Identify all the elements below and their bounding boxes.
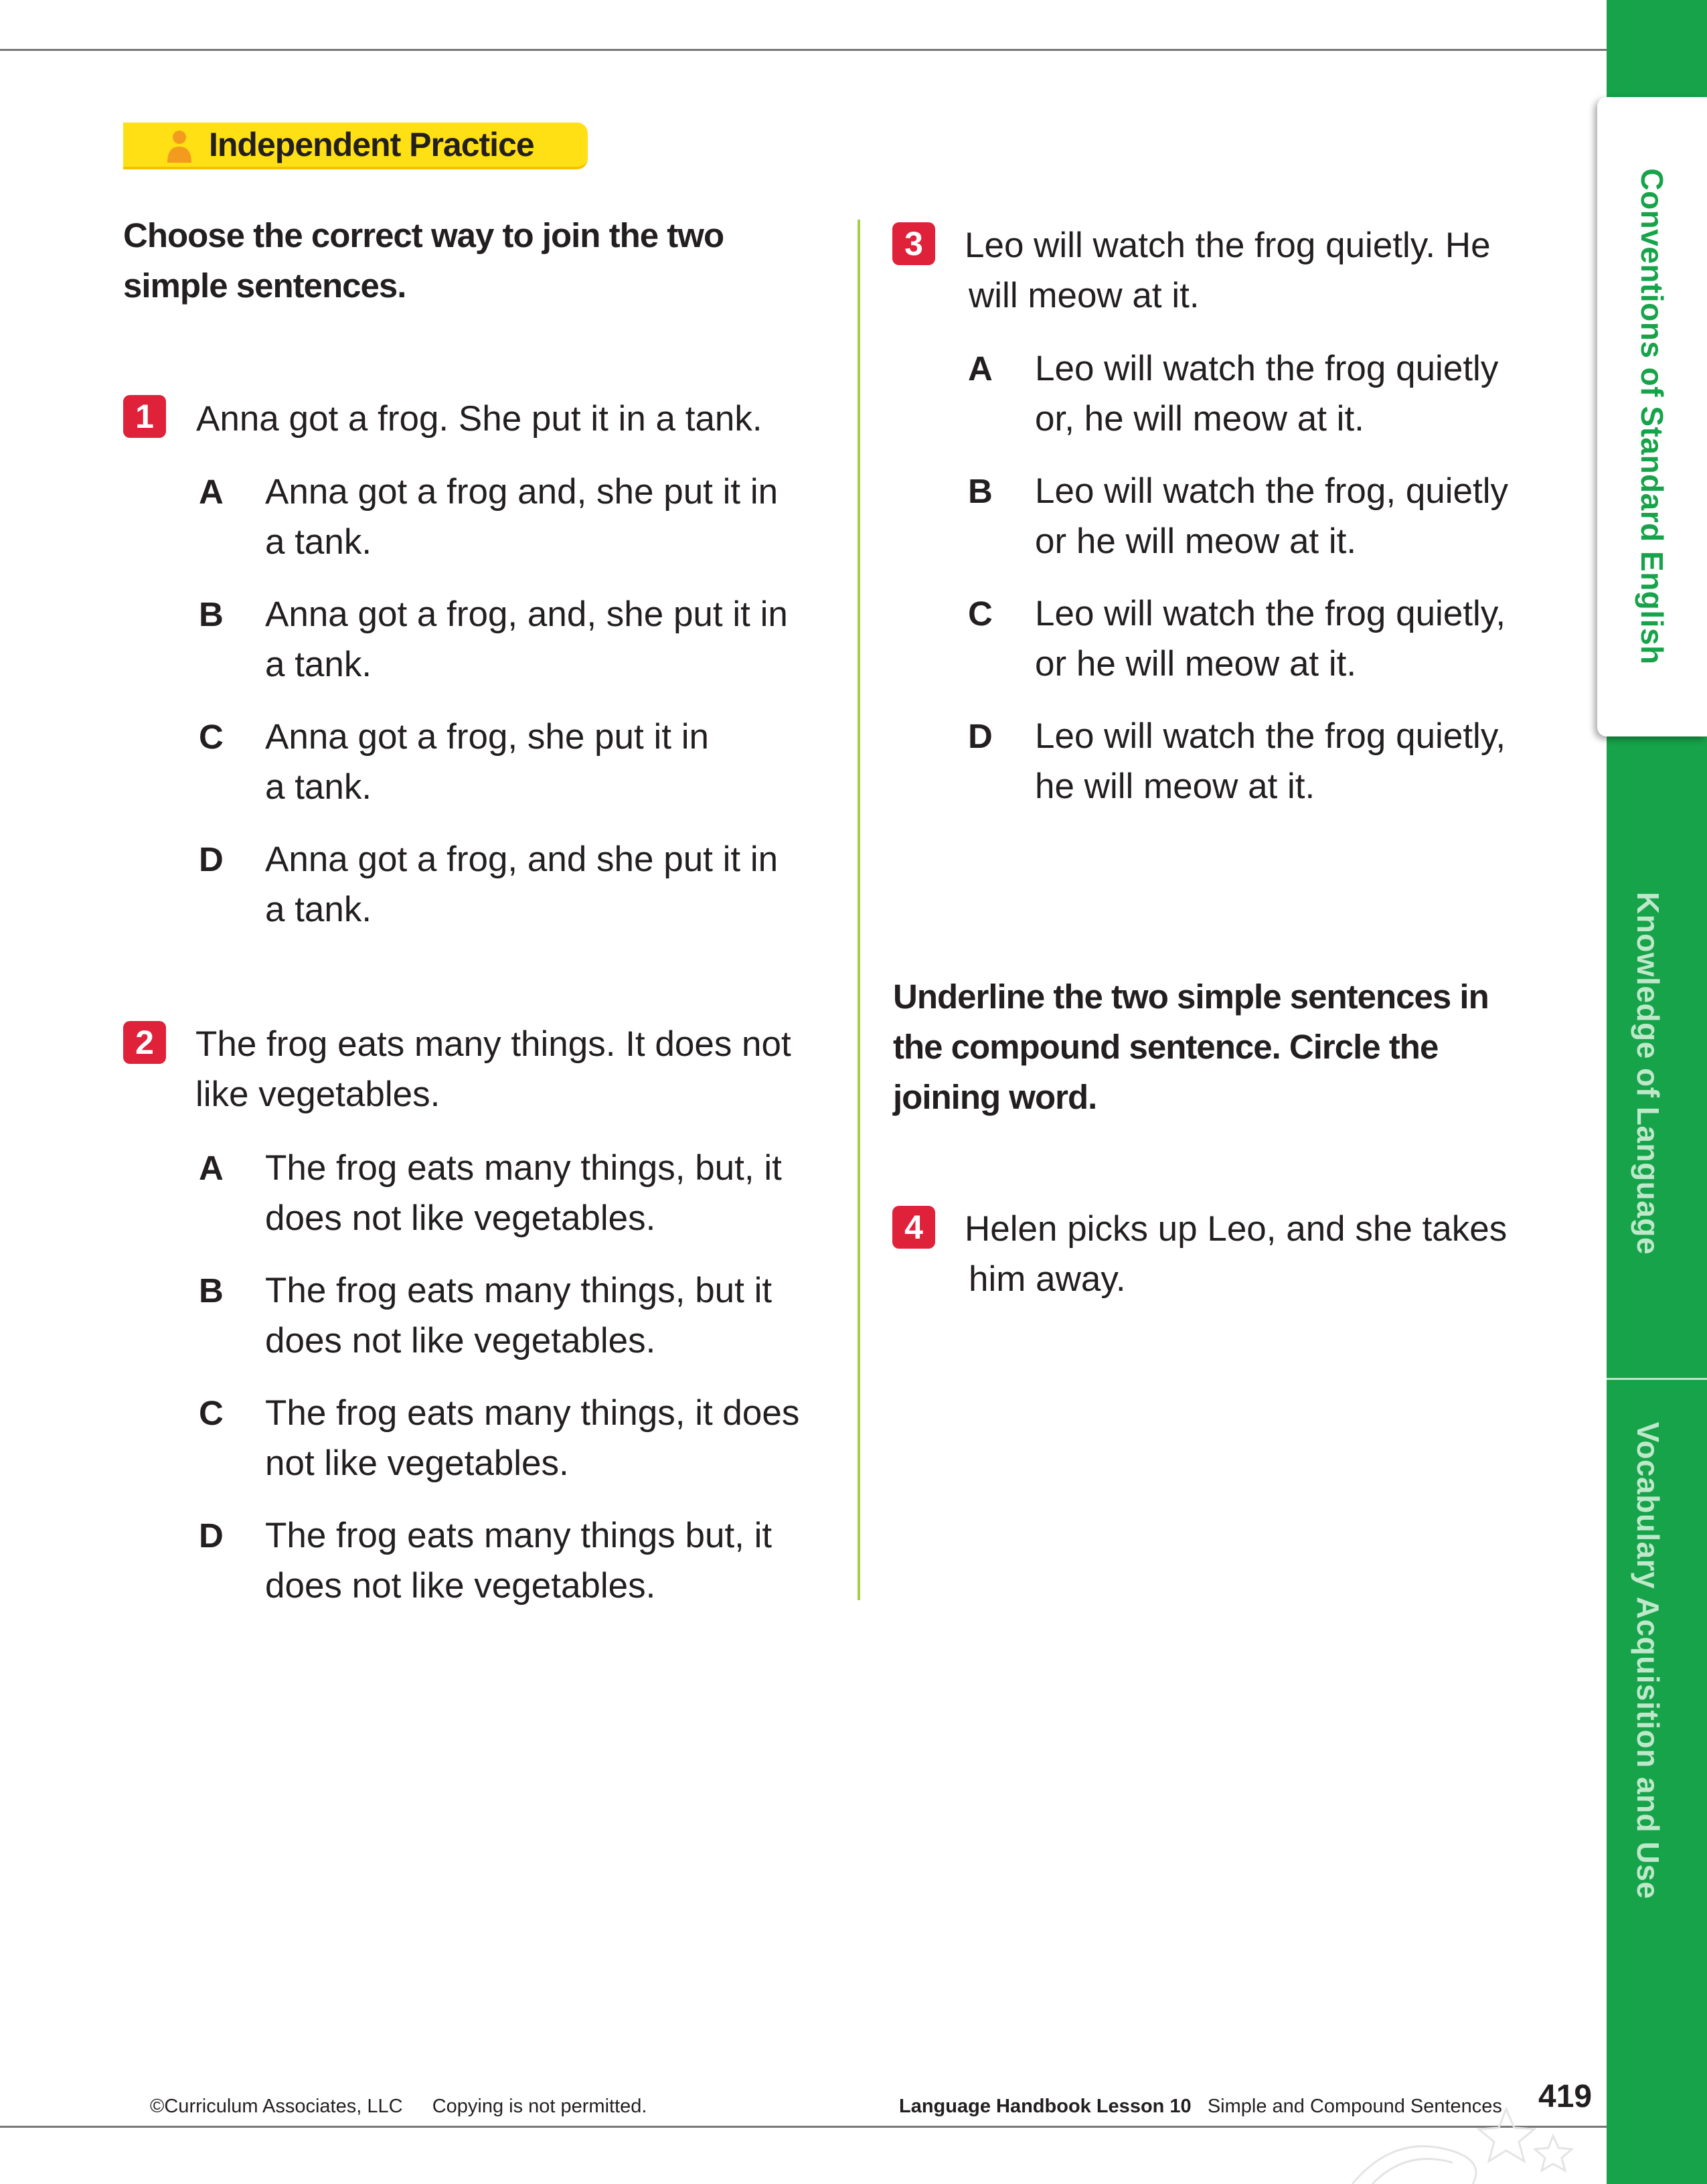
instruction-line: joining word.: [893, 1078, 1097, 1116]
q1-option-b-text[interactable]: [265, 589, 788, 690]
lesson-topic: Simple and Compound Sentences: [1207, 2096, 1502, 2117]
option-line: Anna got a frog, she put it in: [265, 717, 709, 757]
stem-line: will meow at it.: [969, 276, 1200, 315]
stem-line: like vegetables.: [195, 1075, 440, 1114]
option-line: a tank.: [265, 522, 372, 562]
side-tab-knowledge-label[interactable]: Knowledge of Language: [1631, 891, 1665, 1255]
side-tab-conventions-wrapper: [1518, 168, 1707, 665]
option-line: Leo will watch the frog quietly: [1035, 349, 1499, 388]
option-line: Leo will watch the frog quietly,: [1035, 716, 1506, 756]
q2-option-a-letter[interactable]: A: [199, 1149, 224, 1187]
instruction-line: simple sentences.: [123, 266, 406, 305]
option-line: or he will meow at it.: [1035, 522, 1357, 561]
q1-option-a-text[interactable]: [265, 467, 778, 567]
question-3-stem: [965, 220, 1491, 321]
side-tab-vocabulary-label[interactable]: Vocabulary Acquisition and Use: [1631, 1421, 1665, 1899]
tab-divider: [1607, 1378, 1707, 1380]
column-divider: [858, 220, 860, 1600]
side-tab-conventions-label[interactable]: Conventions of Standard English: [1635, 168, 1670, 665]
instruction-line: Choose the correct way to join the two: [123, 216, 724, 254]
option-line: a tank.: [265, 767, 372, 807]
question-4-stem[interactable]: [965, 1204, 1507, 1304]
stem-line[interactable]: Helen picks up Leo, and she takes: [965, 1209, 1508, 1249]
option-line: a tank.: [265, 645, 372, 684]
q1-option-c-text[interactable]: [265, 712, 709, 812]
option-line: or, he will meow at it.: [1035, 399, 1364, 439]
option-line: The frog eats many things, it does: [265, 1393, 800, 1433]
option-line: does not like vegetables.: [265, 1321, 656, 1360]
person-icon: [166, 129, 193, 164]
copy-notice: Copying is not permitted.: [432, 2096, 647, 2117]
q1-option-d-text[interactable]: [265, 834, 778, 935]
option-line: Leo will watch the frog quietly,: [1035, 594, 1506, 633]
option-line: does not like vegetables.: [265, 1198, 656, 1238]
q3-option-a-letter[interactable]: A: [968, 349, 993, 388]
q2-option-d-letter[interactable]: D: [199, 1516, 224, 1555]
q2-option-a-text[interactable]: [265, 1143, 782, 1243]
option-line: does not like vegetables.: [265, 1566, 656, 1606]
option-line: The frog eats many things but, it: [265, 1516, 773, 1555]
stem-line[interactable]: him away.: [969, 1259, 1126, 1299]
option-line: Anna got a frog and, she put it in: [265, 472, 779, 512]
side-tab-vocabulary-wrapper: [1514, 1421, 1707, 1899]
stem-line: Anna got a frog. She put it in a tank.: [196, 399, 762, 439]
q1-option-d-letter[interactable]: D: [199, 840, 224, 878]
question-3-number: 3: [892, 222, 935, 265]
q3-option-c-letter[interactable]: C: [968, 595, 993, 633]
q2-option-c-letter[interactable]: C: [199, 1394, 224, 1432]
option-line: The frog eats many things, but, it: [265, 1148, 782, 1188]
top-rule: [0, 49, 1607, 51]
section1-instruction: [123, 210, 724, 311]
q1-option-c-letter[interactable]: C: [199, 718, 224, 756]
banner-label: Independent Practice: [209, 126, 534, 163]
footer-copyright: [150, 2094, 647, 2118]
lesson-label: Language Handbook Lesson 10: [899, 2096, 1192, 2117]
q2-option-b-text[interactable]: [265, 1265, 772, 1366]
option-line: not like vegetables.: [265, 1444, 569, 1483]
q3-option-b-letter[interactable]: B: [968, 472, 993, 510]
option-line: a tank.: [265, 890, 372, 929]
q1-option-a-letter[interactable]: A: [199, 473, 224, 511]
q1-option-b-letter[interactable]: B: [199, 595, 224, 633]
q3-option-d-letter[interactable]: D: [968, 717, 993, 755]
instruction-line: Underline the two simple sentences in: [893, 978, 1489, 1016]
page-number: 419: [1538, 2079, 1593, 2114]
option-line: Anna got a frog, and, she put it in: [265, 595, 788, 634]
side-tab-knowledge-wrapper: [1514, 891, 1707, 1255]
decorative-watermark-icon: [1339, 2069, 1607, 2184]
stem-line: The frog eats many things. It does not: [195, 1024, 791, 1064]
option-line: Leo will watch the frog, quietly: [1035, 471, 1509, 511]
q2-option-c-text[interactable]: [265, 1388, 799, 1488]
option-line: or he will meow at it.: [1035, 644, 1357, 684]
q2-option-d-text[interactable]: [265, 1510, 772, 1611]
q3-option-b-text[interactable]: [1035, 466, 1508, 566]
option-line: Anna got a frog, and she put it in: [265, 840, 779, 879]
question-1-stem: [196, 394, 762, 444]
question-2-stem: [195, 1019, 791, 1119]
stem-line: Leo will watch the frog quietly. He: [965, 226, 1491, 265]
question-1-number: 1: [123, 395, 166, 438]
option-line: The frog eats many things, but it: [265, 1271, 773, 1310]
option-line: he will meow at it.: [1035, 767, 1315, 806]
question-2-number: 2: [123, 1021, 166, 1064]
question-4-number: 4: [892, 1206, 935, 1249]
independent-practice-banner: [123, 123, 588, 169]
instruction-line: the compound sentence. Circle the: [893, 1028, 1439, 1066]
q3-option-a-text[interactable]: [1035, 343, 1498, 444]
copyright-text: ©Curriculum Associates, LLC: [150, 2096, 403, 2117]
section2-instruction: [893, 971, 1489, 1122]
q3-option-c-text[interactable]: [1035, 589, 1506, 689]
q2-option-b-letter[interactable]: B: [199, 1271, 224, 1310]
q3-option-d-text[interactable]: [1035, 711, 1506, 811]
